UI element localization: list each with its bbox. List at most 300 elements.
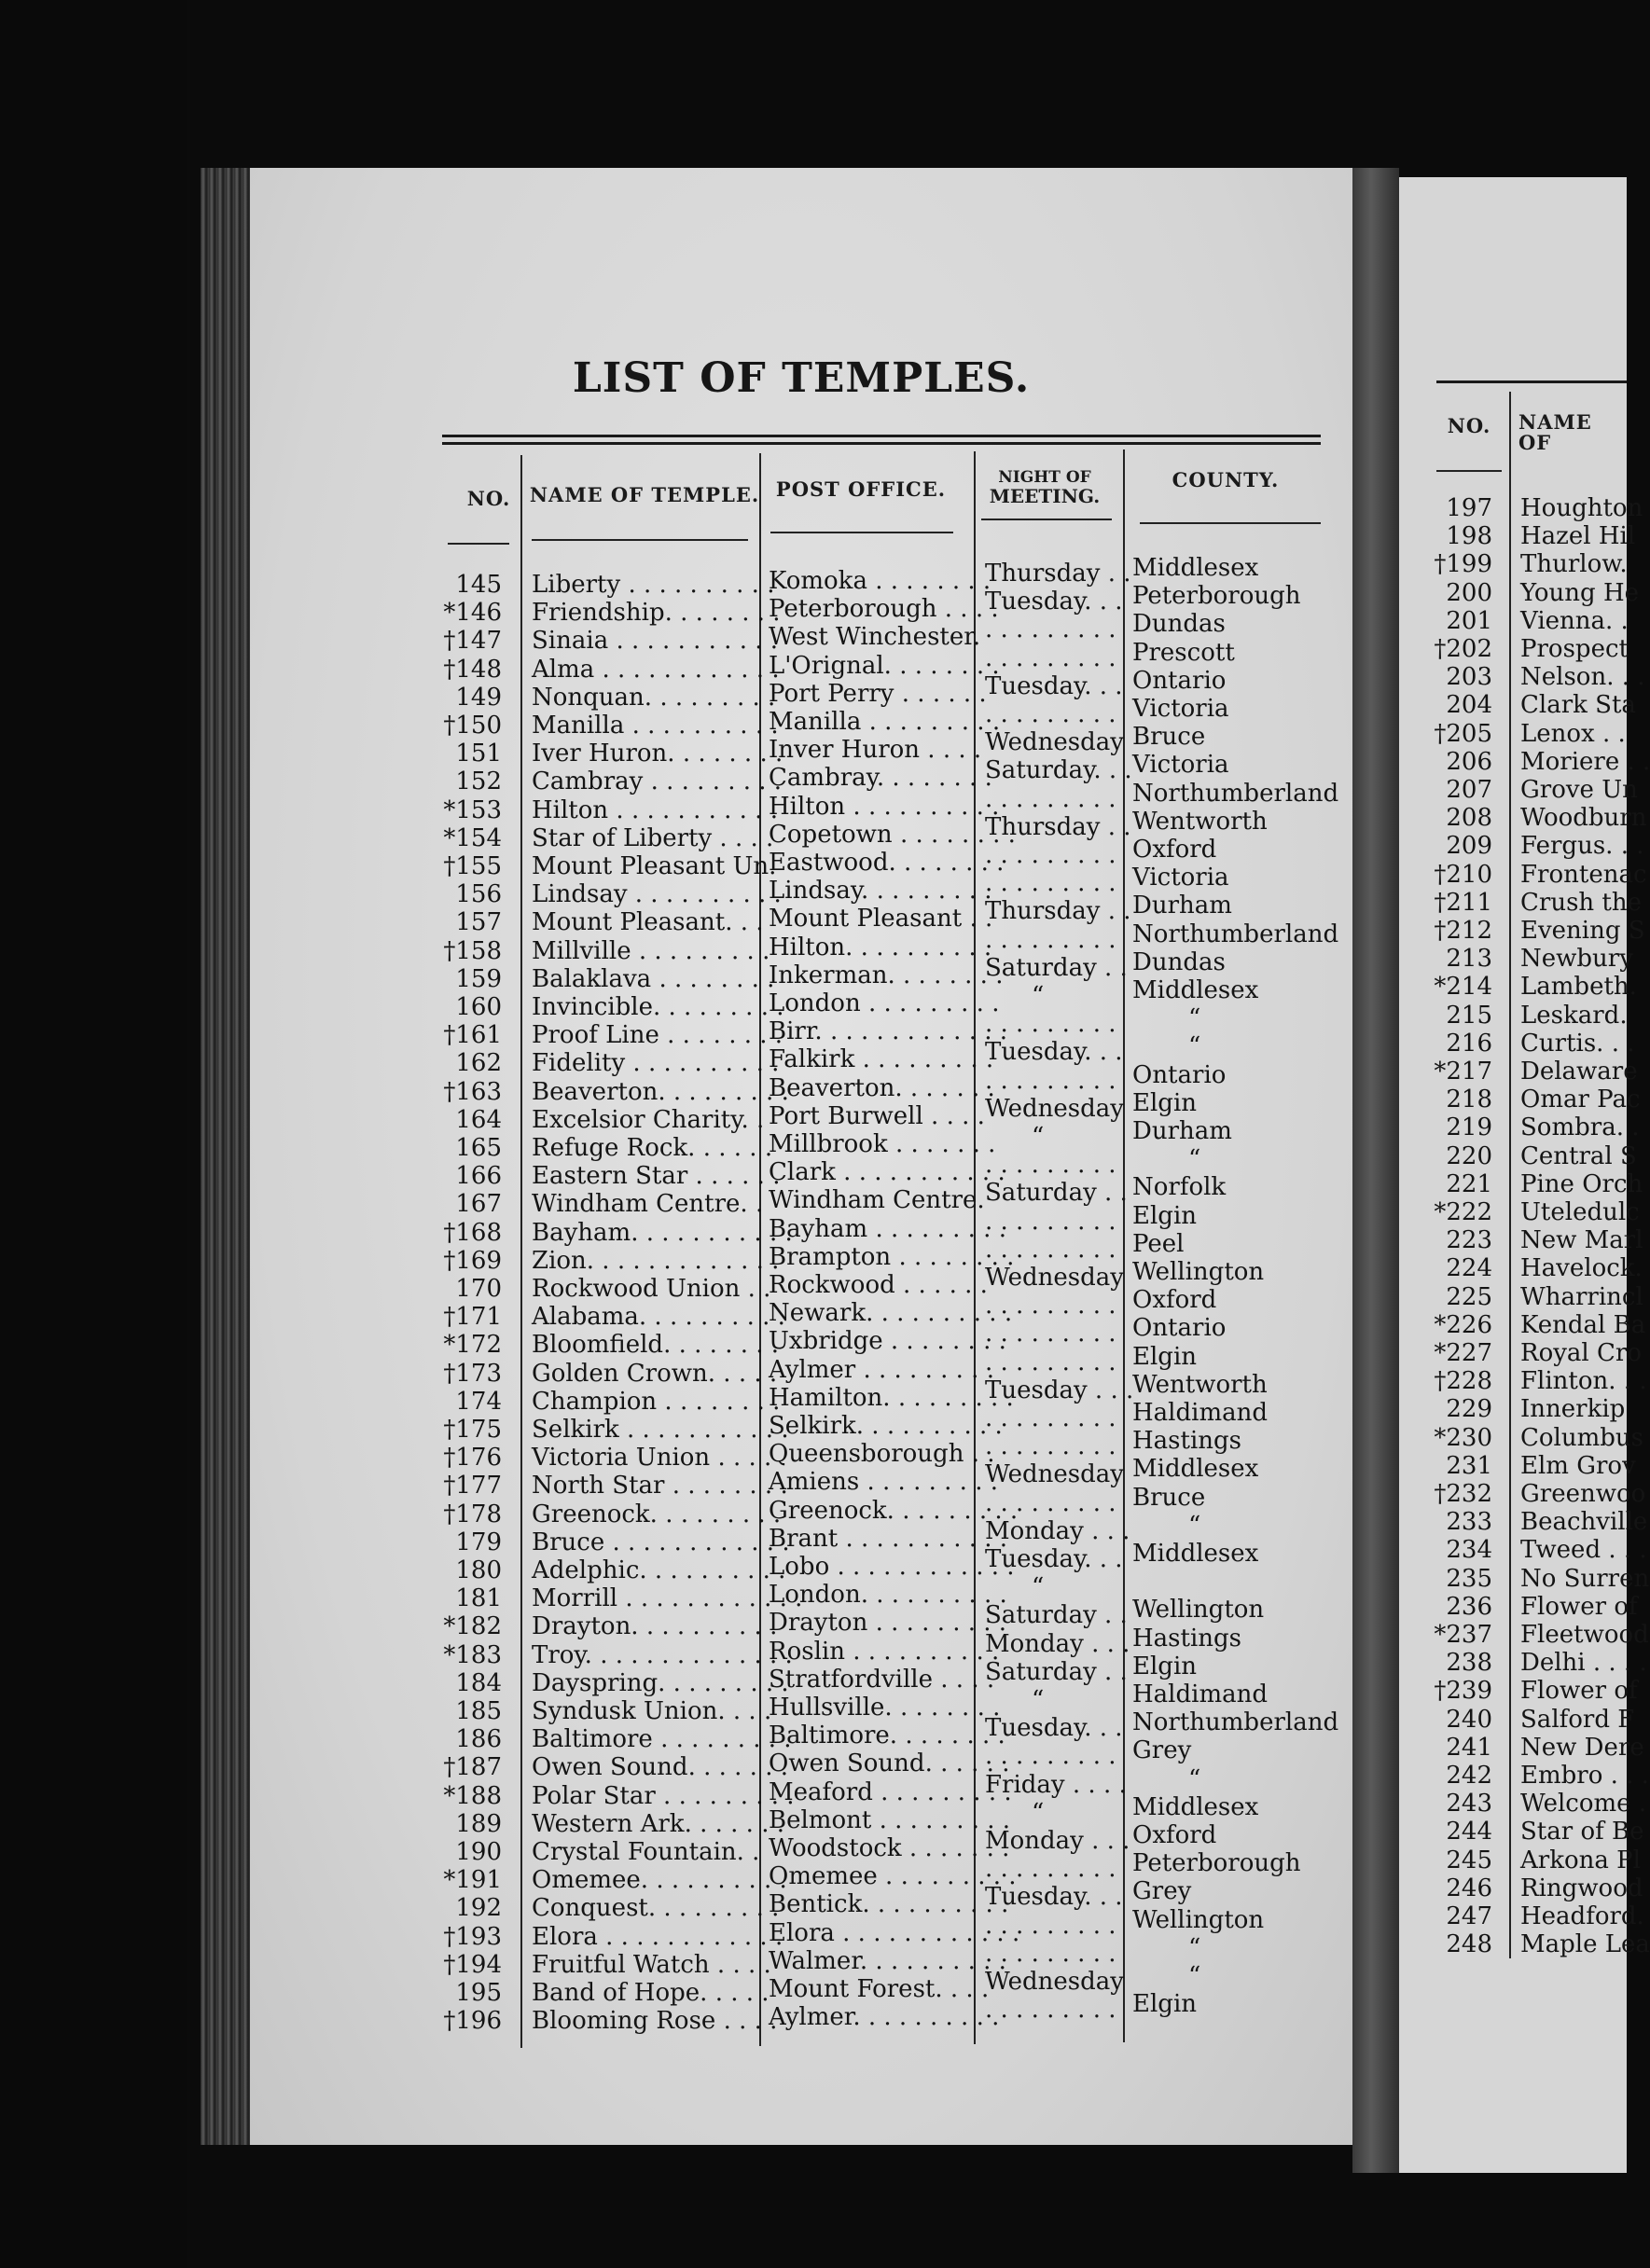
right-temple-number: 247 [1446, 1902, 1492, 1930]
meeting-night: “ [1032, 982, 1045, 1010]
temple-number: 157 [455, 908, 502, 937]
county: Ontario [1132, 1060, 1227, 1089]
temple-name: North Star . . . . . . . . [532, 1472, 788, 1500]
county: Middlesex [1132, 976, 1259, 1004]
county: Northumberland [1132, 1708, 1339, 1737]
right-temple-number: 244 [1446, 1818, 1492, 1846]
post-office: Eastwood. . . . . . . . [769, 849, 1005, 877]
right-temple-name: Crush the [1520, 888, 1642, 917]
meeting-night: . . . . . . . . . [985, 1432, 1116, 1461]
meeting-night: Tuesday . . . [985, 1376, 1134, 1404]
county: Middlesex [1132, 1792, 1259, 1821]
temple-number: 165 [455, 1134, 502, 1162]
post-office: Hilton . . . . . . . . . . [769, 792, 1000, 821]
county: Haldimand [1132, 1399, 1268, 1427]
temple-number: *153 [443, 795, 502, 824]
post-office: Walmer. . . . . . . . . . [769, 1946, 1006, 1975]
county: Grey [1132, 1877, 1192, 1906]
temple-number: †178 [443, 1500, 502, 1528]
right-temple-number: 207 [1446, 776, 1492, 804]
post-office: Inver Huron . . . . [769, 736, 982, 765]
post-office: Uxbridge . . . . . . . . [769, 1327, 1006, 1356]
right-temple-number: 221 [1446, 1169, 1492, 1198]
temple-number: †161 [443, 1021, 502, 1050]
temple-number: †173 [443, 1359, 502, 1388]
temple-number: 167 [455, 1190, 502, 1219]
post-office: Bentick. . . . . . . . . . [769, 1890, 1009, 1919]
temple-number: 186 [455, 1725, 502, 1754]
temple-name: Friendship. . . . . . . . [532, 599, 781, 628]
post-office: Mount Pleasant . . [769, 905, 993, 933]
right-temple-number: 203 [1446, 663, 1492, 692]
meeting-night: Tuesday. . . [985, 671, 1123, 700]
right-temple-number: †239 [1434, 1677, 1492, 1706]
post-office: Manilla . . . . . . . . . [769, 708, 1001, 736]
header-post-office: POST OFFICE. [775, 477, 947, 501]
temple-name: Fruitful Watch . . . . [532, 1950, 771, 1979]
county: Ontario [1132, 1314, 1227, 1343]
right-temple-number: 219 [1446, 1113, 1492, 1142]
temple-name: Bruce . . . . . . . . . . . . [532, 1528, 790, 1556]
right-temple-name: Grove Un [1520, 776, 1638, 804]
temple-name: Bloomfield. . . . . . . . [532, 1331, 780, 1360]
temple-number: †150 [443, 712, 502, 740]
right-temple-number: †212 [1434, 917, 1492, 945]
right-temple-name: Royal Cro [1520, 1339, 1642, 1367]
temple-name: Bayham. . . . . . . . . . . [532, 1218, 793, 1247]
temple-number: 166 [455, 1162, 502, 1191]
temple-name: Nonquan. . . . . . . . . [532, 683, 776, 712]
temple-number: †176 [443, 1444, 502, 1473]
right-temple-number: *226 [1434, 1310, 1492, 1339]
temple-number: 180 [455, 1556, 502, 1584]
temple-name: Hilton . . . . . . . . . . . [532, 795, 778, 824]
meeting-night: . . . . . . . . . [985, 1348, 1116, 1376]
county: Elgin [1132, 1088, 1197, 1117]
county: Dundas [1132, 610, 1226, 639]
right-temple-number: 240 [1446, 1705, 1492, 1734]
right-temple-name: New Marl [1520, 1226, 1643, 1255]
page-title: LIST OF TEMPLES. [572, 354, 1031, 402]
right-temple-number: 234 [1446, 1536, 1492, 1565]
right-temple-number: 206 [1446, 747, 1492, 776]
meeting-night: . . . . . . . . . [985, 1235, 1116, 1264]
temple-number: 189 [455, 1809, 502, 1838]
county: Wellington [1132, 1258, 1265, 1286]
county: Norfolk [1132, 1173, 1227, 1202]
temple-name: Millville . . . . . . . . . [532, 936, 770, 965]
right-temple-name: Flower of [1520, 1677, 1638, 1706]
temple-name: Golden Crown. . . . . [532, 1359, 778, 1388]
post-office: Hullsville. . . . . . . . [769, 1694, 1001, 1722]
right-temple-name: Havelock. [1520, 1254, 1643, 1283]
temple-number: †175 [443, 1416, 502, 1444]
post-office: Rockwood . . . . . . [769, 1271, 988, 1299]
meeting-night: . . . . . . . . . [985, 643, 1116, 672]
header-underline-night [981, 519, 1112, 520]
header-rule-top [442, 435, 1321, 437]
right-temple-name: Maple Lea [1520, 1930, 1650, 1959]
county: Victoria [1132, 864, 1229, 892]
right-temple-number: †205 [1434, 719, 1492, 748]
header-name: NAME OF TEMPLE. [529, 483, 760, 506]
right-temple-number: 225 [1446, 1282, 1492, 1311]
meeting-night: . . . . . . . . . [985, 1066, 1116, 1095]
temple-name: Elora . . . . . . . . . . . . [532, 1922, 783, 1951]
right-temple-number: *222 [1434, 1198, 1492, 1226]
post-office: Komoka . . . . . . . . [769, 567, 991, 595]
post-office: Birr. . . . . . . . . . . . . [769, 1017, 1008, 1046]
temple-name: Fidelity . . . . . . . . . . [532, 1049, 780, 1078]
right-temple-number: †199 [1434, 550, 1492, 579]
post-office: Baltimore. . . . . . . . [769, 1722, 1005, 1750]
temple-name: Excelsior Charity. . [532, 1105, 765, 1134]
temple-name: Drayton. . . . . . . . . . [532, 1612, 778, 1641]
right-temple-name: Delaware [1520, 1058, 1638, 1086]
right-temple-name: Welcome . [1520, 1790, 1647, 1819]
post-office: Clark . . . . . . . . . . . [769, 1158, 1005, 1187]
temple-name: Victoria Union . . . . [532, 1444, 772, 1473]
right-temple-name: Embro . . . [1520, 1762, 1649, 1790]
meeting-night: Saturday . . [985, 1179, 1128, 1208]
meeting-night: “ [1032, 1686, 1045, 1714]
temple-number: *182 [443, 1612, 502, 1641]
post-office: Owen Sound. . . . . . [769, 1749, 1010, 1778]
temple-name: Western Ark. . . . . . . [532, 1809, 785, 1838]
county: Oxford [1132, 1821, 1217, 1849]
temple-number: †168 [443, 1218, 502, 1247]
county: Northumberland [1132, 779, 1339, 808]
right-temple-number: *227 [1434, 1339, 1492, 1367]
right-temple-number: †232 [1434, 1480, 1492, 1508]
right-temple-name: Delhi . . . . [1520, 1649, 1647, 1678]
temple-name: Rockwood Union . . [532, 1275, 771, 1303]
right-temple-name: Woodburn [1520, 804, 1647, 833]
right-temple-name: Thurlow. [1520, 550, 1628, 579]
right-temple-name: Central S [1520, 1141, 1637, 1170]
county: Hastings [1132, 1624, 1242, 1653]
right-temple-number: 200 [1446, 578, 1492, 607]
temple-name: Selkirk . . . . . . . . . . . [532, 1416, 789, 1444]
right-temple-number: 220 [1446, 1141, 1492, 1170]
post-office: Peterborough . . . . [769, 595, 999, 624]
temple-name: Proof Line . . . . . . . . [532, 1021, 783, 1050]
post-office: West Winchester. [769, 623, 981, 652]
right-temple-name: Flinton. . . [1520, 1367, 1647, 1396]
post-office: Woodstock . . . . . . . [769, 1834, 1010, 1862]
post-office: Falkirk . . . . . . . . . [769, 1045, 994, 1074]
right-temple-number: 223 [1446, 1226, 1492, 1255]
county: Oxford [1132, 1286, 1217, 1315]
meeting-night: “ [1032, 1798, 1045, 1827]
right-temple-name: Flower of [1520, 1592, 1638, 1621]
right-temple-name: Moriere . . [1520, 747, 1650, 776]
right-temple-name: Fleetwood [1520, 1621, 1649, 1649]
right-temple-name: Beachville [1520, 1508, 1648, 1537]
temple-name: Greenock. . . . . . . . . [532, 1500, 782, 1528]
county: Middlesex [1132, 1540, 1259, 1568]
right-temple-number: *217 [1434, 1058, 1492, 1086]
post-office: Hamilton. . . . . . . . . [769, 1383, 1014, 1412]
meeting-night: . . . . . . . . . [985, 1996, 1116, 2025]
county: Dundas [1132, 947, 1226, 976]
temple-number: 185 [455, 1697, 502, 1725]
post-office: London . . . . . . . . . [769, 989, 1000, 1017]
temple-name: Morrill . . . . . . . . . . . . [532, 1584, 803, 1613]
temple-number: *183 [443, 1640, 502, 1669]
post-office: Meaford . . . . . . . . . [769, 1777, 1012, 1806]
temple-number: †187 [443, 1753, 502, 1782]
meeting-night: . . . . . . . . . [985, 1488, 1116, 1517]
right-temple-name: Columbus [1520, 1423, 1643, 1452]
post-office: Drayton . . . . . . . . . [769, 1609, 1007, 1638]
post-office: Selkirk. . . . . . . . . . [769, 1412, 1003, 1440]
right-temple-name: Prospect [1520, 635, 1629, 663]
right-temple-name: Leskard. [1520, 1001, 1628, 1030]
county: Victoria [1132, 695, 1229, 723]
post-office: Elora . . . . . . . . . . . . [769, 1918, 1020, 1947]
right-temple-number: †211 [1434, 888, 1492, 917]
county: “ [1188, 1032, 1201, 1061]
right-temple-number: 216 [1446, 1029, 1492, 1058]
temple-number: 145 [455, 571, 502, 599]
right-temple-name: Elm Grov [1520, 1451, 1636, 1480]
county: Elgin [1132, 1652, 1197, 1680]
right-temple-number: *230 [1434, 1423, 1492, 1452]
right-header-rule [1436, 380, 1627, 383]
temple-number: *172 [443, 1331, 502, 1360]
right-temple-name: Clark Sta [1520, 691, 1636, 720]
right-temple-number: 224 [1446, 1254, 1492, 1283]
temple-number: 184 [455, 1668, 502, 1697]
county: Peterborough [1132, 582, 1301, 611]
meeting-night: . . . . . . . . . [985, 841, 1116, 869]
column-divider-1 [520, 455, 522, 2048]
county: Middlesex [1132, 554, 1259, 582]
temple-number: *188 [443, 1781, 502, 1810]
header-night-line1: NIGHT OF [998, 468, 1091, 487]
temple-name: Band of Hope. . . . . [532, 1979, 770, 2007]
meeting-night: Saturday . . [985, 1601, 1128, 1630]
right-temple-name: Salford F [1520, 1705, 1635, 1734]
post-office: Amiens . . . . . . . . . [769, 1468, 998, 1497]
county: “ [1188, 1933, 1201, 1962]
header-no: NO. [466, 487, 511, 510]
temple-number: †169 [443, 1246, 502, 1275]
right-temple-number: †210 [1434, 860, 1492, 889]
temple-name: Omemee. . . . . . . . . . [532, 1866, 787, 1895]
right-temple-number: 209 [1446, 832, 1492, 861]
temple-name: Baltimore . . . . . . . . . [532, 1725, 792, 1754]
meeting-night: Tuesday. . . [985, 1714, 1123, 1743]
temple-name: Zion. . . . . . . . . . . . . [532, 1246, 780, 1275]
meeting-night: Wednesday [985, 1968, 1124, 1996]
right-temple-number: 229 [1446, 1395, 1492, 1424]
county: Hastings [1132, 1427, 1242, 1456]
county: “ [1188, 1764, 1201, 1793]
temple-name: Invincible. . . . . . . . . [532, 993, 784, 1021]
right-temple-name: Fergus. . . [1520, 832, 1644, 861]
right-temple-number: 236 [1446, 1592, 1492, 1621]
temple-name: Conquest. . . . . . . . . [532, 1894, 780, 1923]
right-temple-name: Omar Pac [1520, 1086, 1641, 1114]
county: “ [1188, 1004, 1201, 1033]
meeting-night: . . . . . . . . . [985, 1320, 1116, 1348]
temple-name: Crystal Fountain. . [532, 1838, 760, 1866]
right-temple-name: Vienna. . [1520, 606, 1629, 635]
temple-number: †193 [443, 1922, 502, 1951]
post-office: Roslin . . . . . . . . . . [769, 1637, 1000, 1666]
header-night [970, 470, 1119, 506]
meeting-night: . . . . . . . . . [985, 925, 1116, 954]
right-temple-number: 213 [1446, 945, 1492, 974]
meeting-night: Saturday. . . [985, 756, 1132, 785]
post-office: Omemee . . . . . . . . . [769, 1862, 1017, 1891]
right-temple-name: Evening S [1520, 917, 1645, 945]
temple-name: Mount Pleasant. . . [532, 908, 764, 937]
right-temple-name: Uteledulc [1520, 1198, 1640, 1226]
right-temple-name: Kendal Ba [1520, 1310, 1646, 1339]
right-temple-name: Sombra. . [1520, 1113, 1640, 1142]
temple-name: Adelphic. . . . . . . . . . [532, 1556, 786, 1584]
header-county: COUNTY. [1172, 468, 1280, 491]
right-temple-number: 241 [1446, 1733, 1492, 1762]
post-office: Stratfordville . . . . [769, 1665, 995, 1694]
meeting-night: Thursday . . [985, 812, 1131, 841]
right-temple-name: Curtis. . . [1520, 1029, 1635, 1058]
post-office: Brampton . . . . . . . . [769, 1242, 1015, 1271]
post-office: Inkerman. . . . . . . . [769, 961, 1004, 989]
temple-number: †194 [443, 1950, 502, 1979]
meeting-night: . . . . . . . . . [985, 1292, 1116, 1321]
temple-number: 192 [455, 1894, 502, 1923]
temple-number: †147 [443, 627, 502, 656]
right-temple-number: 242 [1446, 1762, 1492, 1790]
post-office: Brant . . . . . . . . . . . [769, 1524, 1008, 1553]
county: Wellington [1132, 1596, 1265, 1625]
temple-number: *191 [443, 1866, 502, 1895]
meeting-night: Wednesday [985, 1460, 1124, 1489]
county: Elgin [1132, 1342, 1197, 1371]
post-office: Greenock. . . . . . . . . [769, 1496, 1019, 1525]
county: Prescott [1132, 638, 1235, 667]
right-column-divider [1509, 392, 1511, 1958]
right-temple-number: 231 [1446, 1451, 1492, 1480]
right-temple-name: Hazel Hil [1520, 522, 1636, 551]
right-temple-name: Pine Orch [1520, 1169, 1643, 1198]
temple-number: 156 [455, 880, 502, 909]
post-office: Lindsay. . . . . . . . . [769, 877, 992, 906]
county: Peterborough [1132, 1849, 1301, 1878]
right-temple-number: 197 [1446, 494, 1492, 522]
right-temple-number: 208 [1446, 804, 1492, 833]
meeting-night: Tuesday. . . [985, 1038, 1123, 1067]
temple-name: Alabama. . . . . . . . . . [532, 1303, 785, 1332]
meeting-night: Monday . . . [985, 1516, 1130, 1545]
temple-name: Liberty . . . . . . . . . . [532, 571, 775, 599]
temple-name: Refuge Rock. . . . . . [532, 1134, 773, 1162]
county: Peel [1132, 1229, 1185, 1258]
meeting-night: Saturday . . [985, 1657, 1128, 1686]
temple-number: 152 [455, 768, 502, 796]
county: Elgin [1132, 1201, 1197, 1230]
temple-name: Champion . . . . . . . . [532, 1387, 781, 1416]
meeting-night: Tuesday. . . [985, 1883, 1123, 1912]
meeting-night: . . . . . . . . . [985, 1404, 1116, 1432]
post-office: Hilton. . . . . . . . . . [769, 933, 992, 961]
meeting-night: Thursday . . [985, 897, 1131, 926]
temple-name: Mount Pleasant Un. [532, 852, 777, 880]
meeting-night: “ [1032, 1573, 1045, 1602]
temple-number: †155 [443, 852, 502, 880]
temple-number: †158 [443, 936, 502, 965]
right-temple-name: Nelson. . . [1520, 663, 1645, 692]
meeting-night: Friday . . . . [985, 1770, 1127, 1799]
temple-name: Balaklava . . . . . . . . [532, 964, 775, 993]
meeting-night: . . . . . . . . . [985, 1939, 1116, 1968]
post-office: Copetown . . . . . . . . [769, 820, 1016, 849]
right-header-no: NO. [1447, 414, 1491, 437]
post-office: Beaverton. . . . . . . [769, 1073, 995, 1102]
right-temple-name: No Surren [1520, 1564, 1650, 1593]
county: Victoria [1132, 751, 1229, 780]
post-office: Lobo . . . . . . . . . . . . [769, 1553, 1015, 1581]
county: Middlesex [1132, 1455, 1259, 1484]
temple-name: Blooming Rose . . . . [532, 2007, 778, 2036]
post-office: Belmont . . . . . . . . . [769, 1805, 1011, 1834]
temple-number: 149 [455, 683, 502, 712]
temple-number: 160 [455, 993, 502, 1021]
temple-name: Windham Centre. . [532, 1190, 764, 1219]
meeting-night: Thursday . . [985, 560, 1131, 588]
temple-name: Sinaia . . . . . . . . . . . [532, 627, 779, 656]
temple-name: Alma . . . . . . . . . . . . [532, 655, 780, 684]
temple-number: †171 [443, 1303, 502, 1332]
county: Wentworth [1132, 807, 1268, 836]
meeting-night: Monday . . . [985, 1827, 1130, 1855]
right-temple-number: 248 [1446, 1930, 1492, 1959]
post-office: L'Orignal. . . . . . . . [769, 651, 1000, 680]
right-temple-number: 246 [1446, 1874, 1492, 1902]
county: Grey [1132, 1736, 1192, 1765]
right-temple-number: 245 [1446, 1846, 1492, 1874]
right-temple-number: 218 [1446, 1086, 1492, 1114]
right-temple-number: 243 [1446, 1790, 1492, 1819]
meeting-night: . . . . . . . . . [985, 615, 1116, 644]
meeting-night: Tuesday. . . [985, 1545, 1123, 1573]
temple-number: 174 [455, 1387, 502, 1416]
right-temple-name: Tweed . . . [1520, 1536, 1647, 1565]
right-temple-name: Lenox . . [1520, 719, 1626, 748]
right-header-name: NAME OF [1518, 410, 1592, 455]
post-office: Aylmer . . . . . . . . . [769, 1355, 994, 1384]
right-temple-name: New Dere [1520, 1733, 1644, 1762]
right-temple-number: 235 [1446, 1564, 1492, 1593]
temple-number: 181 [455, 1584, 502, 1613]
county: “ [1188, 1145, 1201, 1174]
right-temple-number: *214 [1434, 973, 1492, 1002]
meeting-night: . . . . . . . . . [985, 1911, 1116, 1940]
temple-number: 179 [455, 1528, 502, 1556]
header-underline-name [532, 539, 748, 541]
header-underline-no [448, 543, 509, 545]
county: Oxford [1132, 836, 1217, 864]
right-temple-number: 215 [1446, 1001, 1492, 1030]
county: Ontario [1132, 666, 1227, 695]
right-temple-name: Greenwoo [1520, 1480, 1646, 1508]
right-temple-number: *237 [1434, 1621, 1492, 1649]
temple-name: Manilla . . . . . . . . . . [532, 712, 779, 740]
